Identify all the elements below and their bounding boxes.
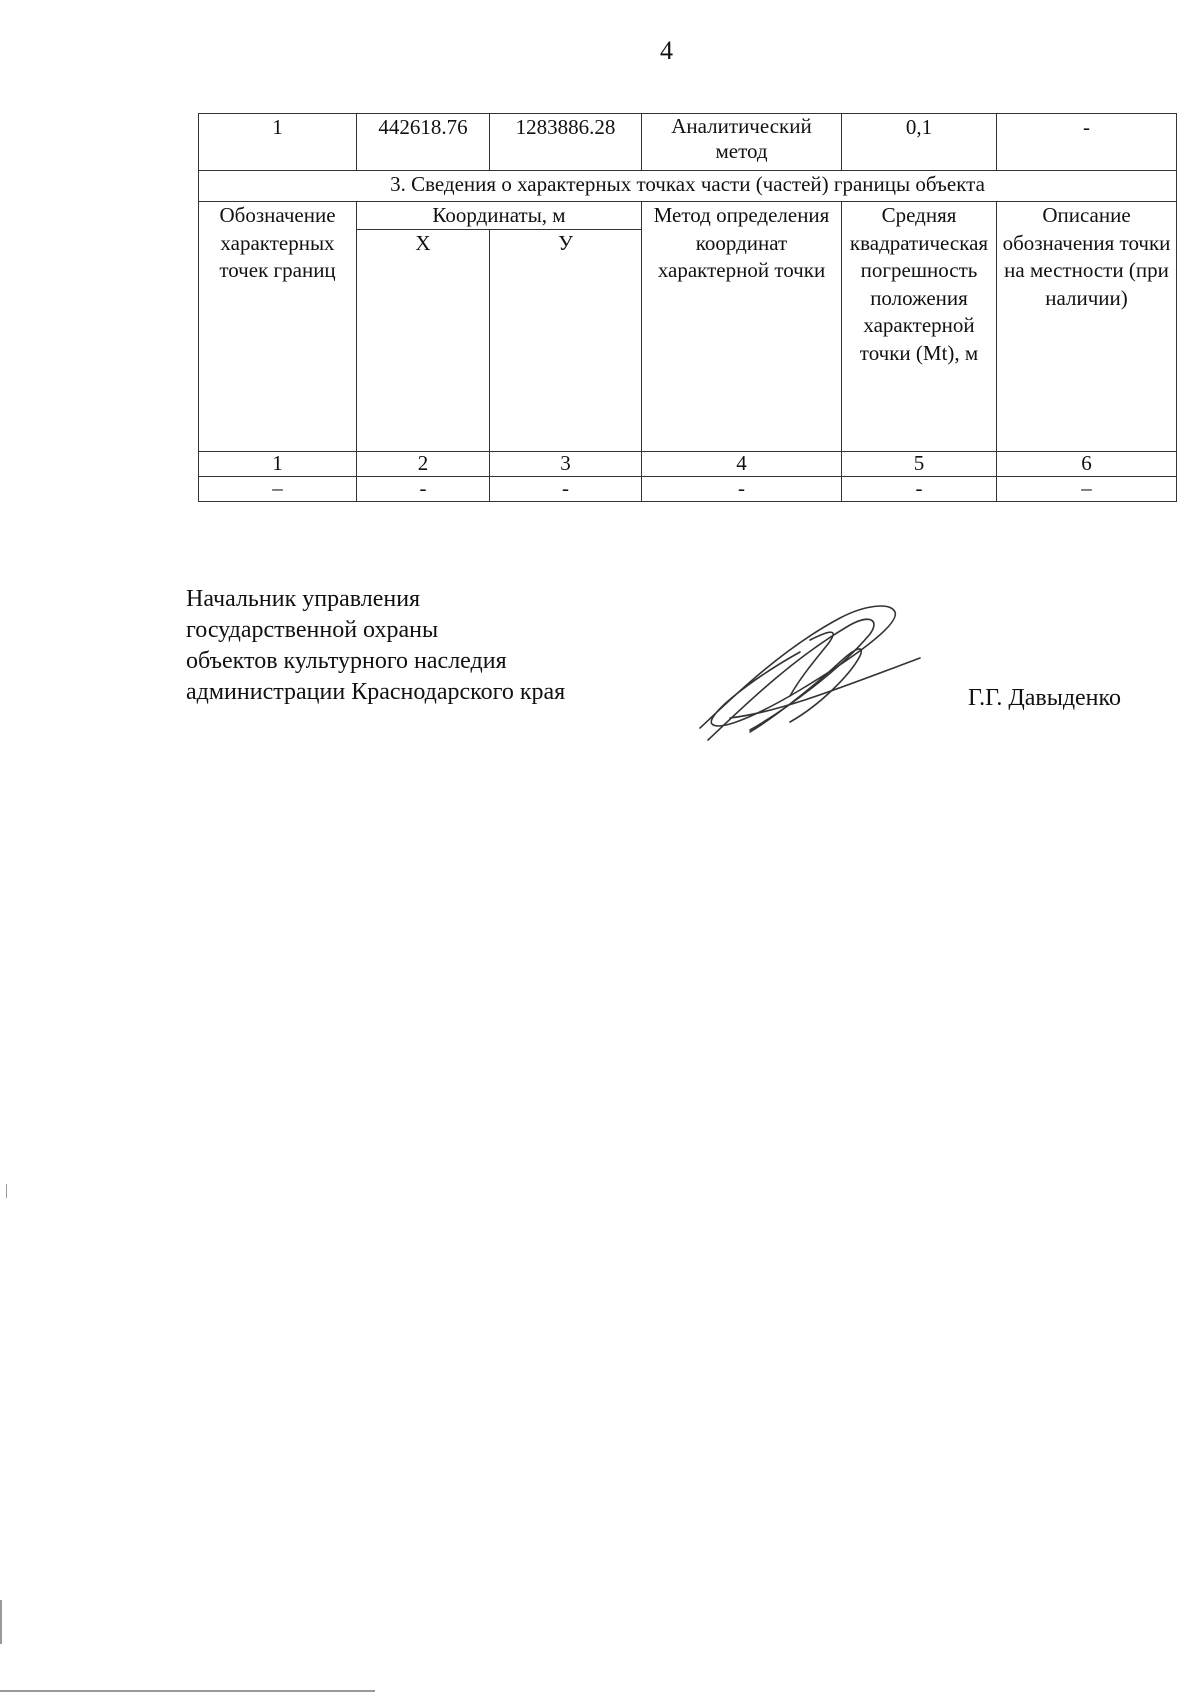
column-number: 3 [490,452,642,477]
column-number: 6 [997,452,1177,477]
header-description: Описание обозначения точки на местности (при наличии) [997,202,1177,452]
boundary-points-table [198,113,1177,502]
table-cell: – [199,477,357,502]
signer-position-line: государственной охраны [186,617,439,643]
header-point-designation: Обозначение характерных точек границ [199,202,357,452]
table-cell: 0,1 [842,114,997,171]
table-cell: 1 [199,114,357,171]
table-cell: - [357,477,490,502]
signer-position-line: Начальник управления [186,586,421,612]
table-cell: - [842,477,997,502]
table-cell: - [997,114,1177,171]
column-number: 2 [357,452,490,477]
header-y: У [490,230,642,452]
page-number: 4 [660,36,673,65]
page-edge-mark [0,1690,375,1692]
column-number: 1 [199,452,357,477]
header-coordinates: Координаты, м [357,202,642,230]
column-number: 4 [642,452,842,477]
section-title-row [199,171,1177,202]
table-cell: - [490,477,642,502]
handwritten-signature [690,600,930,750]
section-title: 3. Сведения о характерных точках части (частей) границы объекта [199,171,1177,202]
signer-position-line: объектов культурного наследия [186,648,507,674]
page-edge-mark [6,1184,7,1198]
header-x: Х [357,230,490,452]
table-cell: – [997,477,1177,502]
table-row [199,477,1177,502]
table-cell: Аналитический метод [642,114,842,171]
page-edge-mark [0,1600,2,1644]
table-cell: 1283886.28 [490,114,642,171]
header-mean-error: Средняя квадратическая погрешность положения характерной точки (Mt), м [842,202,997,452]
table-header-row [199,202,1177,230]
table-row [199,114,1177,171]
column-numbers-row [199,452,1177,477]
signer-position [186,584,565,708]
table-cell: - [642,477,842,502]
table-cell: 442618.76 [357,114,490,171]
header-method: Метод определения координат характерной точки [642,202,842,452]
column-number: 5 [842,452,997,477]
signer-name: Г.Г. Давыденко [968,685,1121,711]
signer-position-line: администрации Краснодарского края [186,679,566,705]
